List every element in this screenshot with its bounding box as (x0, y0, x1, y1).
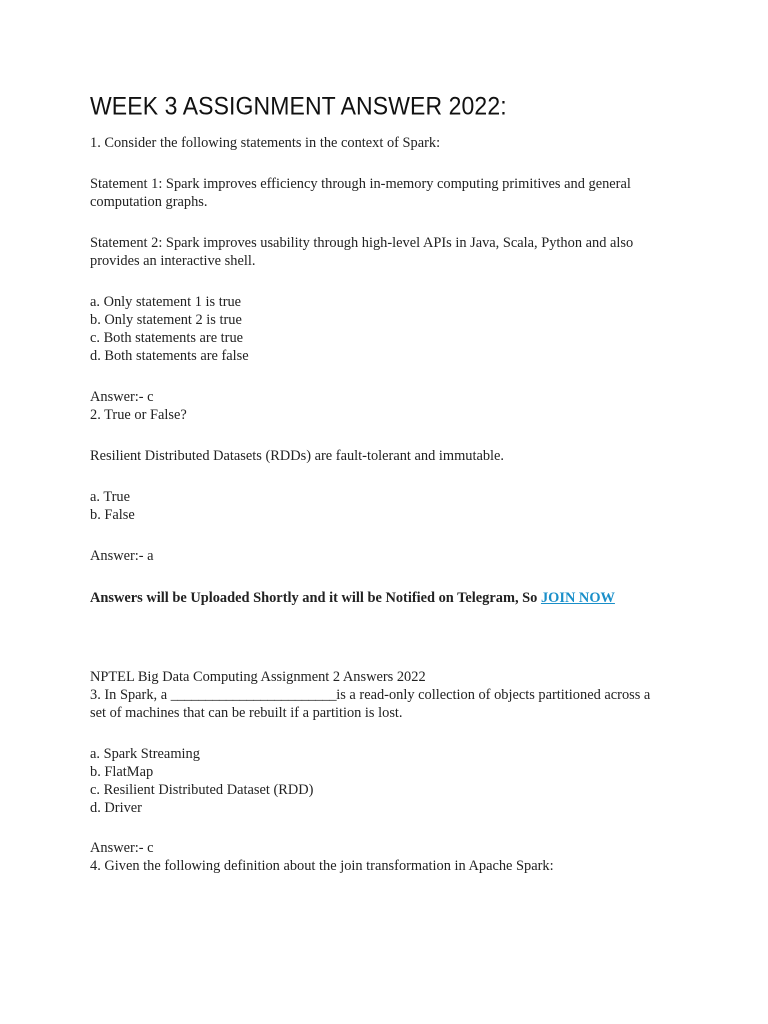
section-title: NPTEL Big Data Computing Assignment 2 Answers 2022 (90, 669, 426, 685)
q3-question-line2: set of machines that can be rebuilt if a partition is lost. (90, 705, 403, 721)
q2-answer: Answer:- a (90, 548, 154, 564)
q3-option-b: b. FlatMap (90, 764, 154, 780)
q1-statement1-line2: computation graphs. (90, 194, 208, 210)
q2-statement: Resilient Distributed Datasets (RDDs) are fault-tolerant and immutable. (90, 448, 505, 464)
join-now-link[interactable]: JOIN NOW (540, 590, 615, 606)
q1-answer: Answer:- c (90, 389, 154, 405)
q2-option-b: b. False (90, 507, 135, 523)
q2-option-a: a. True (90, 489, 130, 505)
q3-answer: Answer:- c (90, 840, 154, 856)
q1-option-c: c. Both statements are true (90, 330, 244, 346)
q1-option-d: d. Both statements are false (90, 348, 249, 364)
page-title: WEEK 3 ASSIGNMENT ANSWER 2022: (90, 92, 507, 121)
q3-option-a: a. Spark Streaming (90, 746, 200, 762)
telegram-notice-text: Answers will be Uploaded Shortly and it will be Notified on Telegram, So (90, 590, 541, 606)
q3-blank: ________________________ (170, 687, 337, 703)
q2-question: 2. True or False? (90, 407, 187, 423)
q3-suffix: is a read-only collection of objects partitioned across a (336, 687, 651, 703)
telegram-notice (90, 589, 615, 607)
q3-question-line1 (90, 686, 650, 704)
q4-question: 4. Given the following definition about the join transformation in Apache Spark: (90, 858, 554, 874)
q1-statement2-line2: provides an interactive shell. (90, 253, 256, 269)
q3-option-d: d. Driver (90, 800, 142, 816)
q1-option-a: a. Only statement 1 is true (90, 294, 242, 310)
q3-prefix: 3. In Spark, a (90, 687, 171, 703)
q3-option-c: c. Resilient Distributed Dataset (RDD) (90, 782, 314, 798)
q1-statement1-line1: Statement 1: Spark improves efficiency through in-memory computing primitives and general (90, 176, 631, 192)
q1-option-b: b. Only statement 2 is true (90, 312, 242, 328)
q1-question: 1. Consider the following statements in the context of Spark: (90, 135, 441, 151)
q1-statement2-line1: Statement 2: Spark improves usability through high-level APIs in Java, Scala, Python and also (90, 235, 634, 251)
